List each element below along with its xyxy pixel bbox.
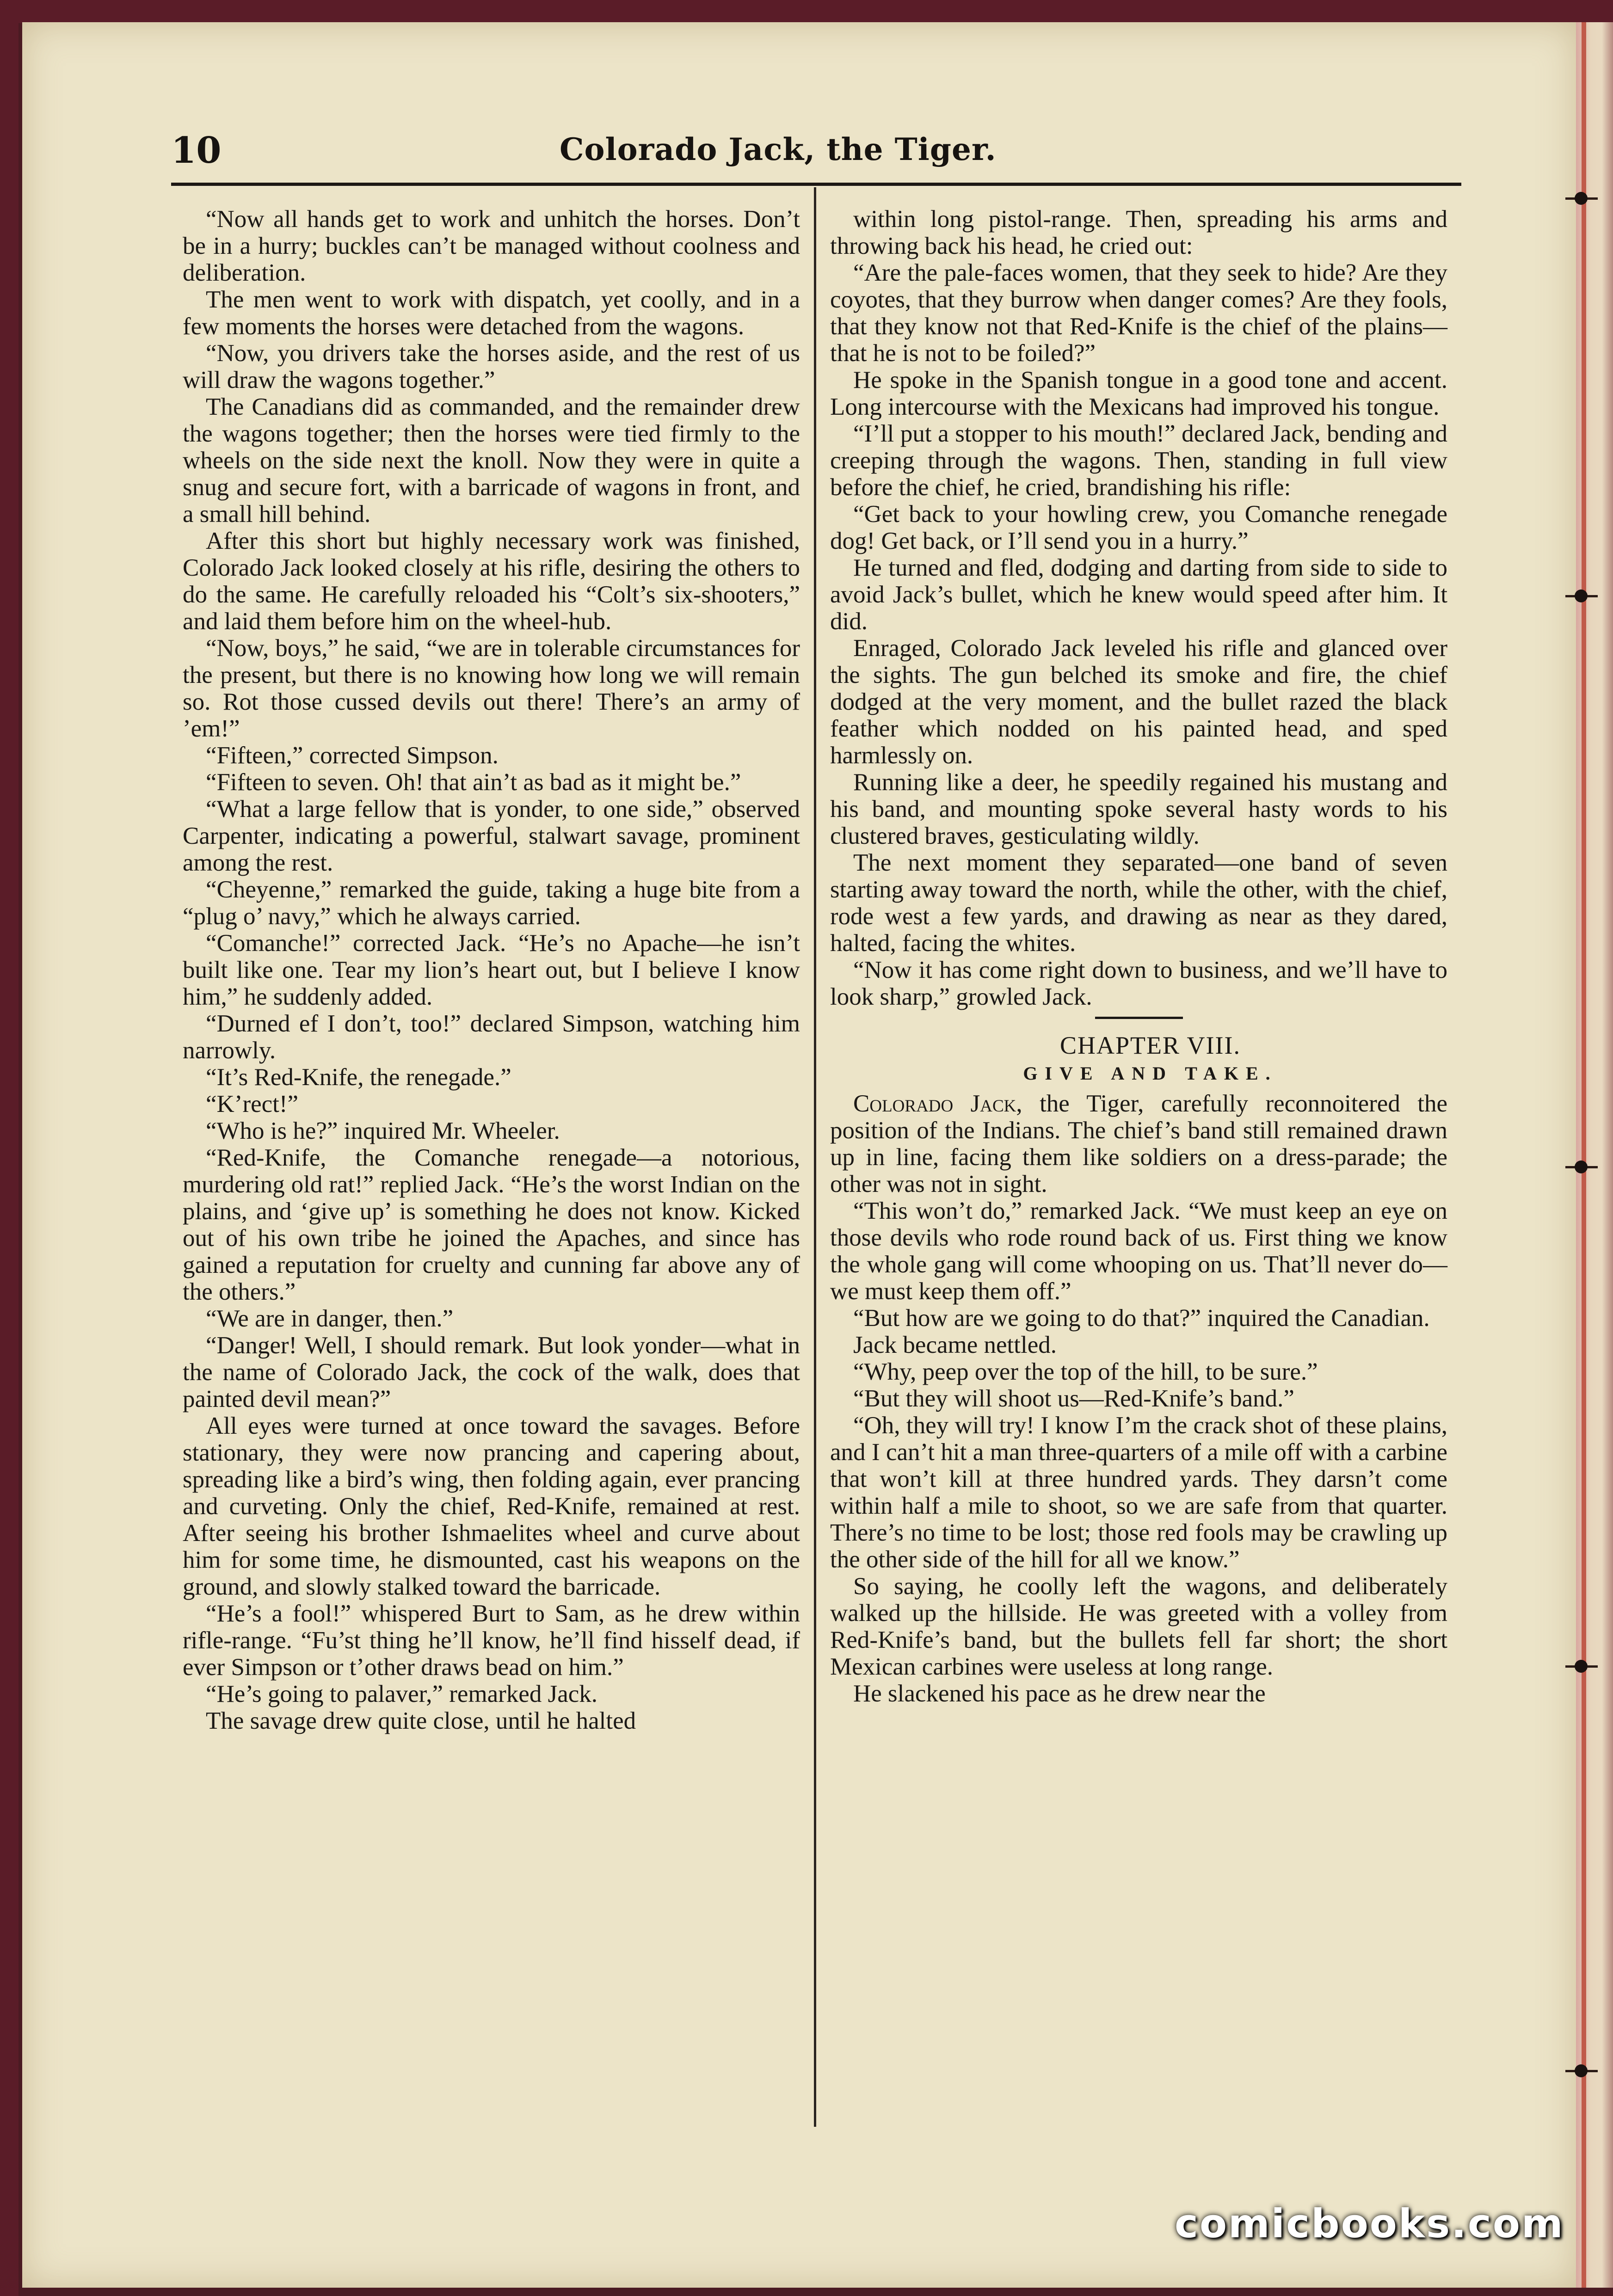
paragraph: “Durned ef I don’t, too!” declared Simpson, watching him narrowly. (183, 1010, 800, 1064)
paragraph: “But how are we going to do that?” inquired the Canadian. (853, 1305, 1430, 1332)
watermark: comicbooks.com (1175, 2201, 1564, 2247)
paragraph: “He’s going to palaver,” remarked Jack. (206, 1681, 597, 1707)
chapter-lead-text: the Tiger, carefully reconnoitered the position of the Indians. The chief’s band still remained drawn up in line, facing them like soldiers on a dress-parade; the other was not in sight. (830, 1090, 1447, 1197)
binding-stitch (1565, 2064, 1598, 2078)
paragraph: He turned and fled, dodging and darting from side to side to avoid Jack’s bullet, which he knew would speed after him. It did. (830, 554, 1447, 635)
paragraph: Jack became nettled. (853, 1332, 1057, 1358)
paragraph: “Who is he?” inquired Mr. Wheeler. (206, 1117, 560, 1144)
paragraph: “Fifteen to seven. Oh! that ain’t as bad as it might be.” (206, 769, 741, 796)
header-rule (171, 183, 1461, 186)
paragraph: “Now it has come right down to business, and we’ll have to look sharp,” growled Jack. (830, 957, 1447, 1010)
paragraph: “Why, peep over the top of the hill, to be sure.” (853, 1358, 1318, 1385)
paragraph: After this short but highly necessary work was finished, Colorado Jack looked closely at his rifle, desiring the others to do the same. He carefully reloaded his “Colt’s six-shooters,” and laid them before him on the wheel-hub. (183, 528, 800, 635)
paragraph: “We are in danger, then.” (206, 1305, 454, 1332)
chapter-lead-paragraph (830, 1090, 1447, 1197)
paragraph: within long pistol-range. Then, spreading his arms and throwing back his head, he cried out: (830, 206, 1447, 259)
paragraph: “I’ll put a stopper to his mouth!” declared Jack, bending and creeping through the wagons. Then, standing in full view before the chief, he cried, brandishing his rifle: (830, 420, 1447, 501)
paragraph: “What a large fellow that is yonder, to one side,” observed Carpenter, indicating a powerful, stalwart savage, prominent among the rest. (183, 796, 800, 876)
left-column (183, 206, 800, 1734)
binding-stitch (1565, 1660, 1598, 1674)
binding-stitch (1565, 589, 1598, 603)
page-number: 10 (171, 129, 222, 172)
paragraph: “K’rect!” (206, 1091, 299, 1117)
paragraph: “Get back to your howling crew, you Comanche renegade dog! Get back, or I’ll send you in a hurry.” (830, 501, 1447, 554)
paragraph: “Now, boys,” he said, “we are in tolerable circumstances for the present, but there is no knowing how long we will remain so. Rot those cussed devils out there! There’s an army of ’em!” (183, 635, 800, 742)
paragraph: “Cheyenne,” remarked the guide, taking a huge bite from a “plug o’ navy,” which he always carried. (183, 876, 800, 930)
spine-red-edge (1582, 22, 1586, 2288)
paragraph: The savage drew quite close, until he halted (206, 1707, 636, 1734)
paragraph: Enraged, Colorado Jack leveled his rifle and glanced over the sights. The gun belched its smoke and fire, the chief dodged at the very moment, and the bullet razed the black feather which nodded on his painted head, and sped harmlessly on. (830, 635, 1447, 769)
right-column-text-before-chapter (830, 206, 1447, 1010)
scan-border-top (0, 0, 1613, 23)
right-column-text-after-chapter (830, 1197, 1447, 1707)
paragraph: “It’s Red-Knife, the renegade.” (206, 1064, 511, 1091)
paragraph: “But they will shoot us—Red-Knife’s band.” (853, 1385, 1294, 1412)
paragraph: “Fifteen,” corrected Simpson. (206, 742, 499, 769)
paragraph: The Canadians did as commanded, and the remainder drew the wagons together; then the horses were tied firmly to the wheels on the side next the knoll. Now they were in quite a snug and secure fort, with a barricade of wagons in front, and a small hill behind. (183, 393, 800, 528)
paragraph: “Danger! Well, I should remark. But look yonder—what in the name of Colorado Jack, the cock of the walk, does that painted devil mean?” (183, 1332, 800, 1412)
paragraph: “Comanche!” corrected Jack. “He’s no Apache—he isn’t built like one. Tear my lion’s heart out, but I believe I know him,” he suddenly added. (183, 930, 800, 1010)
chapter-rule (1095, 1017, 1183, 1019)
paragraph: “This won’t do,” remarked Jack. “We must keep an eye on those devils who rode round back of us. First thing we know the whole gang will come whooping on us. That’ll never do—we must keep them off.” (830, 1197, 1447, 1305)
chapter-lead-smallcaps: Colorado Jack, (853, 1090, 1022, 1117)
page-header (153, 129, 1461, 180)
paragraph: “Are the pale-faces women, that they seek to hide? Are they coyotes, that they burrow when danger comes? Are they fools, that they know not that Red-Knife is the chief of the plains—that he is not to be foiled?” (830, 259, 1447, 367)
paragraph: “Now all hands get to work and unhitch the horses. Don’t be in a hurry; buckles can’t be managed without coolness and deliberation. (183, 206, 800, 286)
running-title: Colorado Jack, the Tiger. (560, 131, 997, 167)
paragraph: “He’s a fool!” whispered Burt to Sam, as he drew within rifle-range. “Fu’st thing he’ll know, he’ll find hisself dead, if ever Simpson or t’other draws bead on him.” (183, 1600, 800, 1681)
paragraph: Running like a deer, he speedily regained his mustang and his band, and mounting spoke several hasty words to his clustered braves, gesticulating wildly. (830, 769, 1447, 849)
paragraph: The next moment they separated—one band of seven starting away toward the north, while the other, with the chief, rode west a few yards, and drawing as near as they dared, halted, facing the whites. (830, 849, 1447, 957)
paragraph: “Oh, they will try! I know I’m the crack shot of these plains, and I can’t hit a man three-quarters of a mile off with a carbine that won’t kill at three hundred yards. They darsn’t come within half a mile to shoot, so we are safe from that quarter. There’s no time to be lost; those red fools may be crawling up the other side of the hill for all we know.” (830, 1412, 1447, 1573)
binding-stitch (1565, 192, 1598, 206)
column-divider (814, 187, 816, 2127)
paragraph: So saying, he coolly left the wagons, and deliberately walked up the hillside. He was greeted with a volley from Red-Knife’s band, but the bullets fell far short; the short Mexican carbines were useless at long range. (830, 1573, 1447, 1680)
right-column (830, 206, 1447, 1707)
paragraph: He spoke in the Spanish tongue in a good tone and accent. Long intercourse with the Mexicans had improved his tongue. (830, 367, 1447, 420)
paragraph: He slackened his pace as he drew near the (853, 1680, 1266, 1707)
chapter-title: CHAPTER VIII. (1059, 1031, 1241, 1059)
paragraph: All eyes were turned at once toward the savages. Before stationary, they were now prancing and capering about, spreading like a bird’s wing, then folding again, ever prancing and curveting. Only the chief, Red-Knife, remained at rest. After seeing his brother Ishmaelites wheel and curve about him for some time, he dismounted, cast his weapons on the ground, and slowly stalked toward the barricade. (183, 1412, 800, 1600)
chapter-subtitle: GIVE AND TAKE. (1023, 1063, 1278, 1084)
scan-border-left (0, 0, 18, 2296)
binding-stitch (1565, 1160, 1598, 1174)
paragraph: The men went to work with dispatch, yet coolly, and in a few moments the horses were detached from the wagons. (183, 286, 800, 340)
paragraph: “Now, you drivers take the horses aside, and the rest of us will draw the wagons together.” (183, 340, 800, 393)
paragraph: “Red-Knife, the Comanche renegade—a notorious, murdering old rat!” replied Jack. “He’s the worst Indian on the plains, and ‘give up’ is something he does not know. Kicked out of his own tribe he joined the Apaches, and since has gained a reputation for cruelty and cunning far above any of the others.” (183, 1144, 800, 1305)
